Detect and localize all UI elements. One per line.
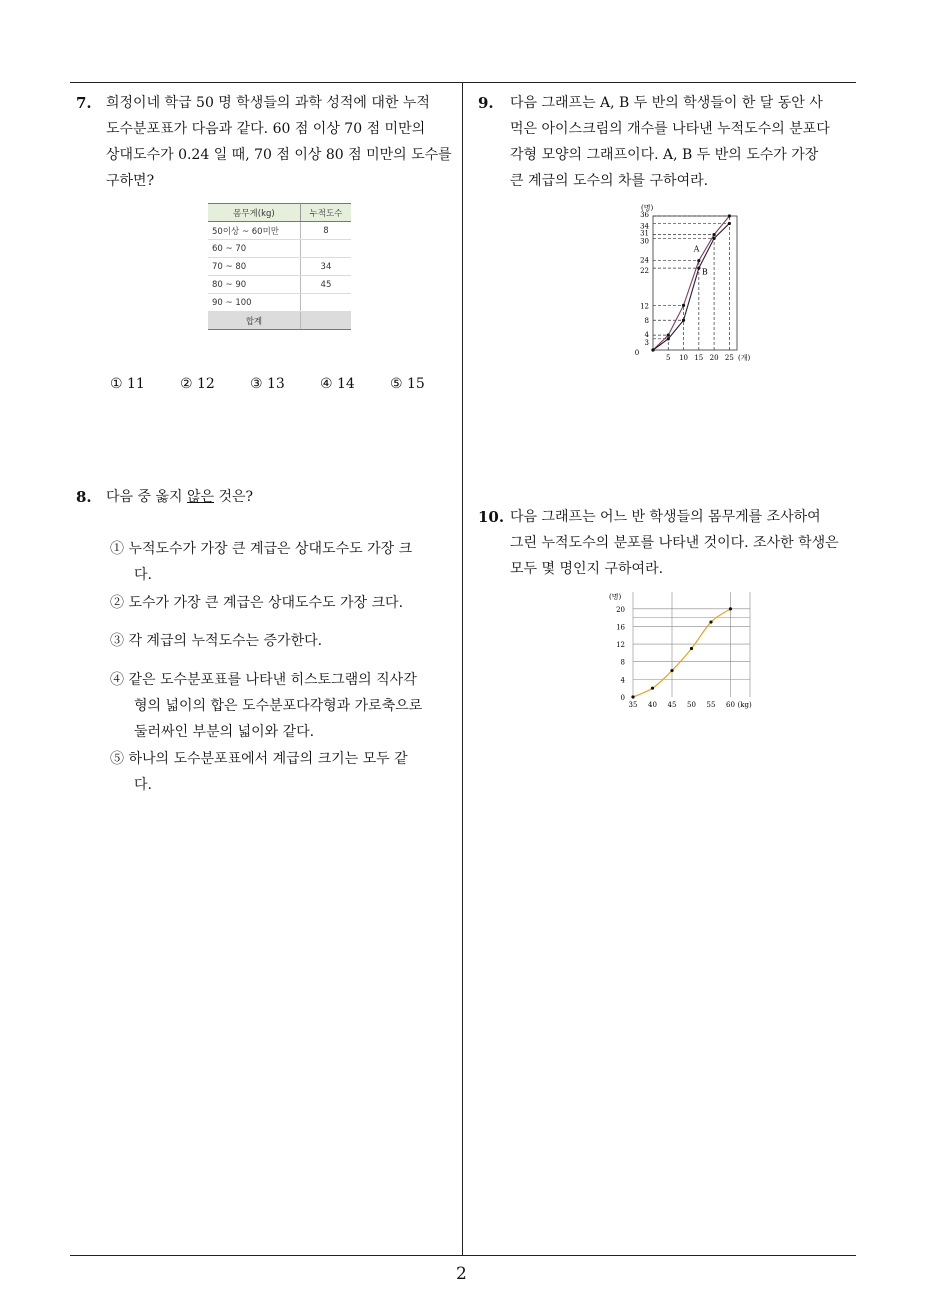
x-tick-label: 25 [724, 354, 734, 362]
x-axis-unit: (kg) [737, 701, 752, 709]
q8-stem-underline: 않은 [186, 489, 215, 505]
table-row [208, 222, 351, 240]
q8-option-line: ⑤ 하나의 도수분포표에서 계급의 크기는 모두 같 [110, 751, 408, 767]
y-axis-unit: (명) [641, 204, 654, 212]
q7-choice-1[interactable]: ① 11 [110, 376, 145, 392]
bottom-rule [70, 1255, 856, 1256]
q8-option-2[interactable] [110, 590, 450, 616]
y-axis-unit: (명) [609, 593, 622, 601]
table-cell-range: 70 ~ 80 [208, 258, 300, 276]
table-row [208, 258, 351, 276]
q7-choice-5[interactable]: ⑤ 15 [390, 376, 425, 392]
q9-line: 먹은 아이스크림의 개수를 나타낸 누적도수의 분포다 [510, 121, 830, 137]
q7-line: 상대도수가 0.24 일 때, 70 점 이상 80 점 미만의 도수를 [106, 147, 452, 163]
data-point [697, 267, 700, 270]
y-tick-label: 4 [620, 676, 625, 685]
table-cell-range: 80 ~ 90 [208, 276, 300, 294]
q8-option-line: ① 누적도수가 가장 큰 계급은 상대도수도 가장 크 [110, 541, 413, 557]
q10-number: 10. [478, 508, 505, 526]
top-rule [70, 82, 856, 83]
series-label-A: A [693, 244, 700, 254]
q8-option-4[interactable] [110, 667, 450, 745]
table-row [208, 294, 351, 312]
series-line [633, 609, 731, 697]
x-tick-label: 20 [709, 354, 719, 362]
table-total-value [300, 312, 351, 330]
q8-option-5[interactable] [110, 746, 450, 798]
x-tick-label: 55 [706, 701, 716, 709]
q9-line: 다음 그래프는 A, B 두 반의 학생들이 한 달 동안 사 [510, 95, 823, 111]
y-tick-label: 30 [640, 237, 649, 246]
data-point [631, 695, 634, 698]
y-tick-label: 16 [616, 623, 625, 632]
y-tick-label: 3 [644, 338, 649, 347]
q9-number: 9. [478, 94, 494, 112]
x-tick-label: 15 [694, 354, 704, 362]
y-tick-label: 36 [640, 211, 649, 219]
q8-stem-text-end: 것은? [214, 489, 254, 505]
x-axis-unit: (개) [738, 354, 751, 362]
data-point [728, 222, 731, 225]
x-tick-label: 5 [666, 354, 671, 362]
q9-line: 큰 계급의 도수의 차를 구하여라. [510, 173, 709, 189]
table-cell-value: 34 [300, 258, 351, 276]
table-row [208, 276, 351, 294]
y-tick-label: 8 [644, 317, 649, 326]
q7-line: 도수분포표가 다음과 같다. 60 점 이상 70 점 미만의 [106, 121, 426, 137]
y-tick-label: 0 [620, 694, 625, 702]
y-tick-label: 20 [616, 605, 625, 614]
table-total-row [208, 312, 351, 330]
data-point [729, 607, 732, 610]
q10-line: 그린 누적도수의 분포를 나타낸 것이다. 조사한 학생은 [510, 535, 839, 551]
series-label-B: B [701, 267, 708, 277]
x-tick-label: 35 [628, 701, 638, 709]
q10-line: 모두 몇 명인지 구하여라. [510, 561, 664, 577]
data-point [697, 259, 700, 262]
q7-choice-2[interactable]: ② 12 [180, 376, 215, 392]
x-tick-label: 60 [726, 701, 735, 709]
table-cell-value [300, 294, 351, 312]
y-tick-label: 24 [640, 256, 649, 265]
q8-option-line: ② 도수가 가장 큰 계급은 상대도수도 가장 크다. [110, 595, 404, 611]
data-point [682, 304, 685, 307]
q9-stem [510, 90, 860, 194]
q7-stem [106, 90, 456, 194]
q10-ogive-chart [605, 588, 765, 713]
q8-option-3[interactable] [110, 628, 450, 654]
table-total-label: 합계 [208, 312, 300, 330]
x-tick-label: 40 [648, 701, 657, 709]
table-cell-value: 8 [300, 222, 351, 240]
x-tick-label: 10 [679, 354, 689, 362]
q8-stem [106, 484, 456, 510]
q8-option-line: 다. [134, 567, 152, 583]
q7-line: 희정이네 학급 50 명 학생들의 과학 성적에 대한 누적 [106, 95, 430, 111]
x-tick-label: 50 [687, 701, 696, 709]
y-tick-label: 22 [640, 267, 649, 276]
column-divider [462, 82, 463, 1256]
table-header-cumfreq: 누적도수 [300, 204, 351, 222]
y-tick-label: 34 [640, 222, 649, 231]
y-tick-label: 8 [620, 658, 625, 667]
y-tick-label: 12 [616, 641, 625, 650]
data-point [712, 237, 715, 240]
data-point [670, 669, 673, 672]
series-line-B [653, 223, 729, 350]
data-point [667, 334, 670, 337]
data-point [709, 620, 712, 623]
table-cell-value [300, 240, 351, 258]
q8-option-line: 형의 넓이의 합은 도수분포다각형과 가로축으로 [134, 698, 423, 714]
q8-option-1[interactable] [110, 536, 450, 588]
table-cell-range: 60 ~ 70 [208, 240, 300, 258]
data-point [651, 348, 654, 351]
q7-choice-3[interactable]: ③ 13 [250, 376, 285, 392]
q8-option-line: ④ 같은 도수분포표를 나타낸 히스토그램의 직사각 [110, 672, 417, 688]
data-point [690, 647, 693, 650]
q8-option-line: 다. [134, 777, 152, 793]
table-cell-value: 45 [300, 276, 351, 294]
table-cell-range: 50이상 ~ 60미만 [208, 222, 300, 240]
table-header-weight: 몸무게(kg) [208, 204, 300, 222]
q8-stem-text: 다음 중 옳지 [106, 489, 187, 505]
cumulative-frequency-table [208, 203, 351, 330]
data-point [651, 687, 654, 690]
q7-number: 7. [76, 94, 92, 112]
table-cell-range: 90 ~ 100 [208, 294, 300, 312]
table-row [208, 240, 351, 258]
q7-line: 구하면? [106, 173, 155, 189]
data-point [728, 214, 731, 217]
page-number: 2 [456, 1264, 467, 1284]
q8-number: 8. [76, 488, 92, 506]
x-tick-label: 45 [667, 701, 677, 709]
x-origin-label: 0 [634, 349, 640, 357]
q8-option-line: 둘러싸인 부분의 넓이와 같다. [134, 724, 315, 740]
y-tick-label: 31 [640, 229, 649, 238]
series-line-A [653, 216, 729, 350]
q9-ogive-chart [615, 198, 765, 363]
data-point [667, 337, 670, 340]
q8-option-line: ③ 각 계급의 누적도수는 증가한다. [110, 633, 323, 649]
y-tick-label: 4 [644, 331, 649, 340]
q9-line: 각형 모양의 그래프이다. A, B 두 반의 도수가 가장 [510, 147, 819, 163]
data-point [682, 319, 685, 322]
q10-line: 다음 그래프는 어느 반 학생들의 몸무게를 조사하여 [510, 509, 821, 525]
q7-choice-4[interactable]: ④ 14 [320, 376, 355, 392]
q10-stem [510, 504, 860, 582]
data-point [712, 233, 715, 236]
y-tick-label: 12 [640, 302, 649, 311]
